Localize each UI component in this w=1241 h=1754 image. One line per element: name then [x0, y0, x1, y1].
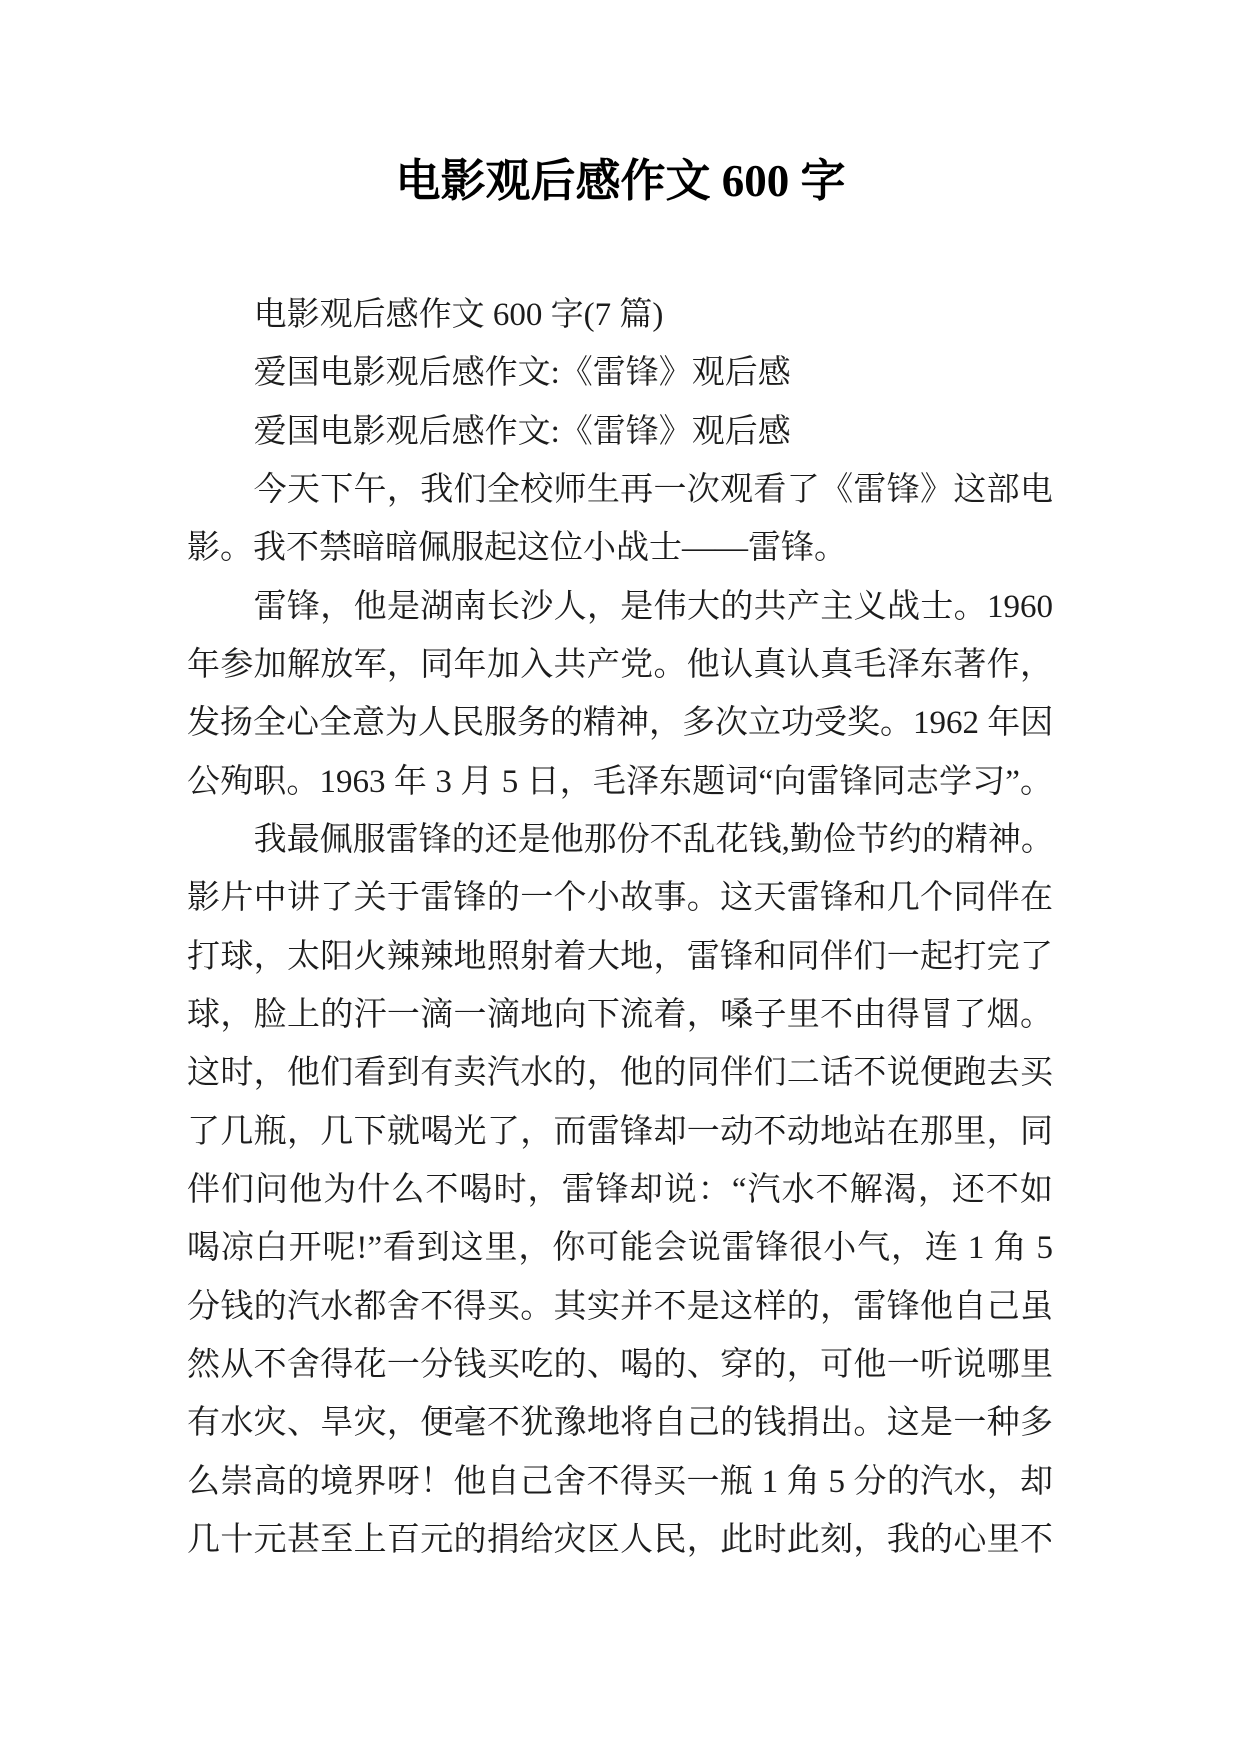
paragraph — [187, 578, 1053, 811]
document-title: 电影观后感作文 600 字 — [395, 156, 846, 206]
body-line: 影。我不禁暗暗佩服起这位小战士——雷锋。 — [187, 530, 847, 567]
body-line: 了几瓶，几下就喝光了，而雷锋却一动不动地站在那里，同 — [187, 1113, 1053, 1150]
body-line: 这时，他们看到有卖汽水的，他的同伴们二话不说便跑去买 — [187, 1055, 1053, 1092]
body-line: 打球，太阳火辣辣地照射着大地，雷锋和同伴们一起打完了 — [187, 938, 1053, 975]
body-line: 爱国电影观后感作文:《雷锋》观后感 — [253, 355, 791, 392]
body-line: 我最佩服雷锋的还是他那份不乱花钱,勤俭节约的精神。 — [253, 821, 1054, 858]
paragraph — [187, 461, 1053, 578]
body-line: 有水灾、旱灾，便毫不犹豫地将自己的钱捐出。这是一种多 — [187, 1405, 1053, 1442]
paragraph-heading — [187, 403, 1053, 461]
body-line: 今天下午，我们全校师生再一次观看了《雷锋》这部电 — [253, 471, 1053, 508]
body-line: 几十元甚至上百元的捐给灾区人民，此时此刻，我的心里不 — [187, 1521, 1053, 1558]
body-line: 电影观后感作文 600 字(7 篇) — [253, 297, 664, 333]
body-line: 年参加解放军，同年加入共产党。他认真认真毛泽东著作， — [187, 646, 1053, 683]
body-line: 发扬全心全意为人民服务的精神，多次立功受奖。1962 年因 — [187, 705, 1054, 742]
body-line: 球，脸上的汗一滴一滴地向下流着，嗓子里不由得冒了烟。 — [187, 996, 1053, 1033]
body-line: 然从不舍得花一分钱买吃的、喝的、穿的，可他一听说哪里 — [187, 1346, 1053, 1383]
body-line: 爱国电影观后感作文:《雷锋》观后感 — [253, 413, 791, 450]
body-line: 么崇高的境界呀！他自己舍不得买一瓶 1 角 5 分的汽水，却 — [187, 1463, 1053, 1500]
body-line: 公殉职。1963 年 3 月 5 日，毛泽东题词“向雷锋同志学习”。 — [187, 763, 1053, 800]
paragraph-heading — [187, 344, 1053, 402]
body-line: 喝凉白开呢!”看到这里，你可能会说雷锋很小气，连 1 角 5 — [187, 1230, 1053, 1267]
document-body — [187, 286, 1053, 1569]
paragraph — [187, 811, 1053, 1569]
body-line: 影片中讲了关于雷锋的一个小故事。这天雷锋和几个同伴在 — [187, 880, 1053, 917]
body-line: 雷锋，他是湖南长沙人，是伟大的共产主义战士。1960 — [253, 588, 1053, 625]
body-line: 分钱的汽水都舍不得买。其实并不是这样的，雷锋他自己虽 — [187, 1288, 1053, 1325]
body-line: 伴们问他为什么不喝时，雷锋却说：“汽水不解渴，还不如 — [187, 1171, 1053, 1208]
paragraph-subtitle — [187, 286, 1053, 344]
